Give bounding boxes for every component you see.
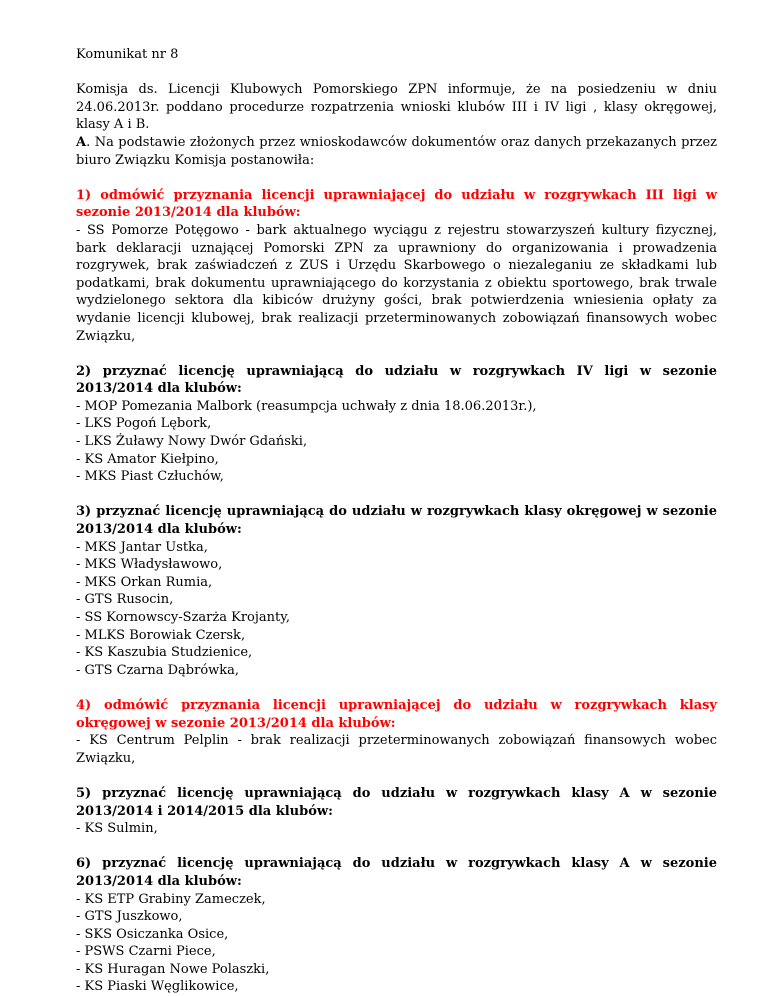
list-item: - KS Amator Kiełpino, [76,451,717,469]
section-3-heading: 3) przyznać licencję uprawniającą do udziału w rozgrywkach klasy okręgowej w sezonie 2013/2014 dla klubów: [76,503,717,538]
section-5-club-list [76,820,717,838]
list-item: - PSWS Czarni Piece, [76,943,717,961]
section-5-heading-line-1: 5) przyznać licencję uprawniającą do udziału w rozgrywkach klasy A w sezonie [76,785,717,803]
list-item: - SS Kornowscy-Szarża Krojanty, [76,609,717,627]
section-6-club-list [76,891,717,996]
list-item: - KS Sulmin, [76,820,717,838]
section-2-club-list [76,398,717,486]
section-6-heading-line-1: 6) przyznać licencję uprawniającą do udziału w rozgrywkach klasy A w sezonie [76,855,717,873]
section-6-heading-line-2: 2013/2014 dla klubów: [76,873,717,891]
section-5-heading-line-2: 2013/2014 i 2014/2015 dla klubów: [76,803,717,821]
intro-decision-paragraph [76,134,717,169]
section-2 [76,363,717,486]
list-item: - KS Huragan Nowe Polaszki, [76,961,717,979]
list-item: - MLKS Borowiak Czersk, [76,627,717,645]
section-6 [76,855,717,996]
list-item: - GTS Rusocin, [76,591,717,609]
section-3 [76,503,717,679]
list-item: - KS Kaszubia Studzienice, [76,644,717,662]
section-2-heading: 2) przyznać licencję uprawniającą do udziału w rozgrywkach IV ligi w sezonie 2013/2014 dla klubów: [76,363,717,398]
section-1-heading: 1) odmówić przyznania licencji uprawniającej do udziału w rozgrywkach III ligi w sezonie 2013/2014 dla klubów: [76,187,717,222]
list-item: - GTS Juszkowo, [76,908,717,926]
section-1 [76,187,717,345]
section-3-club-list [76,539,717,680]
document-title: Komunikat nr 8 [76,46,717,64]
list-item: - GTS Czarna Dąbrówka, [76,662,717,680]
document-page [76,46,717,996]
list-item: - SKS Osiczanka Osice, [76,926,717,944]
section-1-body: - SS Pomorze Potęgowo - bark aktualnego wyciągu z rejestru stowarzyszeń kultury fizycznej, bark deklaracji uznającej Pomorski ZPN za uprawniony do organizowania i prowadzenia rozgrywek, brak zaświadczeń z ZUS i Urzędu Skarbowego o niezaleganiu ze składkami lub podatkami, brak dokumentu uprawniającego do korzystania z obiektu sportowego, brak trwale wydzielonego sektora dla kibiców drużyny gości, brak potwierdzenia wniesienia opłaty za wydanie licencji klubowej, brak realizacji przeterminowanych zobowiązań finansowych wobec Związku, [76,222,717,345]
section-5 [76,785,717,838]
list-item: - KS Piaski Węglikowice, [76,978,717,996]
intro-paragraph: Komisja ds. Licencji Klubowych Pomorskiego ZPN informuje, że na posiedzeniu w dniu 24.06.2013r. poddano procedurze rozpatrzenia wnioski klubów III i IV ligi , klasy okręgowej, klasy A i B. [76,81,717,134]
section-4-heading: 4) odmówić przyznania licencji uprawniającej do udziału w rozgrywkach klasy okręgowej w sezonie 2013/2014 dla klubów: [76,697,717,732]
list-item: - MKS Piast Człuchów, [76,468,717,486]
section-4-body: - KS Centrum Pelplin - brak realizacji przeterminowanych zobowiązań finansowych wobec Związku, [76,732,717,767]
intro-decision-text: . Na podstawie złożonych przez wnioskodawców dokumentów oraz danych przekazanych przez biuro Związku Komisja postanowiła: [76,135,717,168]
list-item: - LKS Pogoń Lębork, [76,415,717,433]
intro-label: A [76,135,86,150]
list-item: - MOP Pomezania Malbork (reasumpcja uchwały z dnia 18.06.2013r.), [76,398,717,416]
list-item: - KS ETP Grabiny Zameczek, [76,891,717,909]
list-item: - MKS Władysławowo, [76,556,717,574]
list-item: - LKS Żuławy Nowy Dwór Gdański, [76,433,717,451]
list-item: - MKS Jantar Ustka, [76,539,717,557]
list-item: - MKS Orkan Rumia, [76,574,717,592]
section-4 [76,697,717,767]
